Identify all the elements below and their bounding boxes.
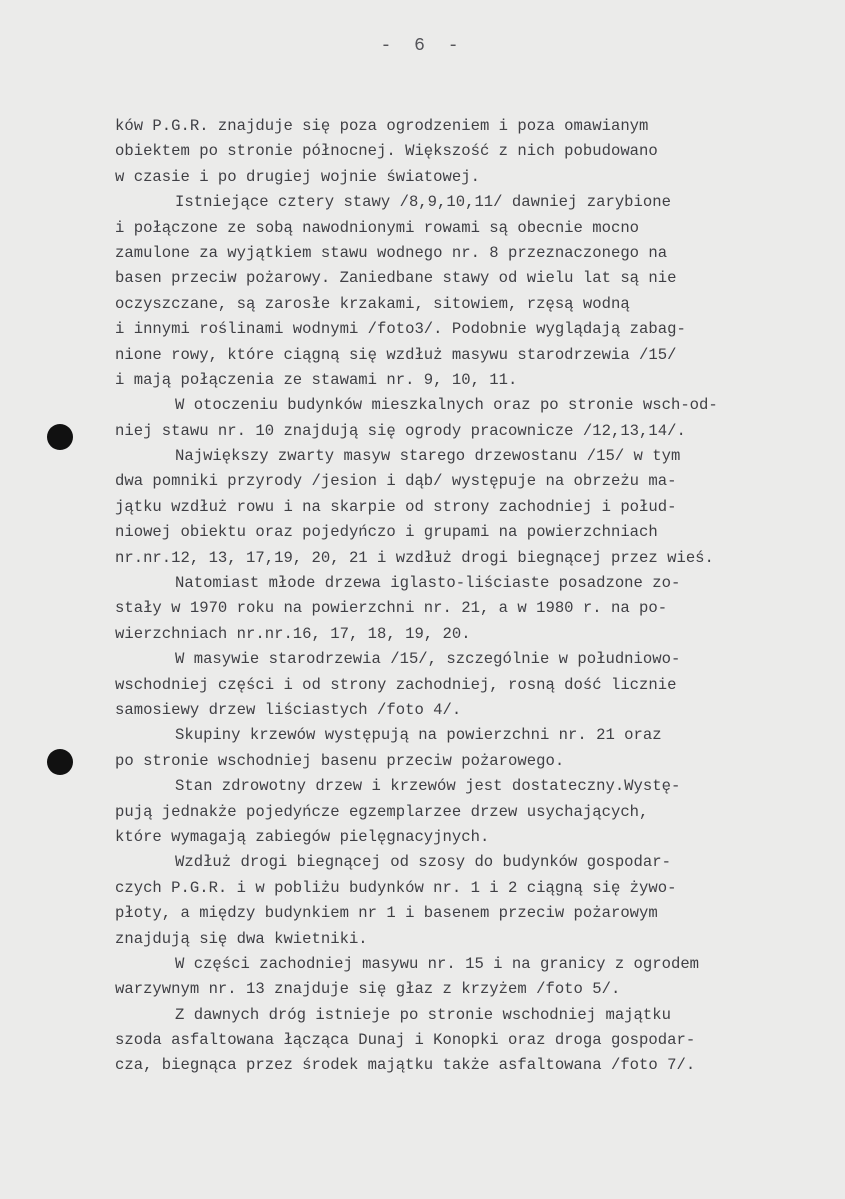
text-line: stały w 1970 roku na powierzchni nr. 21, a w 1980 r. na po- bbox=[115, 599, 668, 618]
text-line: samosiewy drzew liściastych /foto 4/. bbox=[115, 700, 462, 719]
text-line: szoda asfaltowana łącząca Dunaj i Konopki oraz droga gospodar- bbox=[115, 1031, 696, 1050]
text-line: w czasie i po drugiej wojnie światowej. bbox=[115, 167, 480, 186]
text-line: ków P.G.R. znajduje się poza ogrodzeniem i poza omawianym bbox=[115, 117, 649, 135]
text-line: niej stawu nr. 10 znajdują się ogrody pracownicze /12,13,14/. bbox=[115, 421, 686, 440]
text-line: nr.nr.12, 13, 17,19, 20, 21 i wzdłuż drogi biegnącej przez wieś. bbox=[115, 548, 714, 567]
text-line: basen przeciw pożarowy. Zaniedbane stawy od wielu lat są nie bbox=[115, 269, 677, 288]
text-line: po stronie wschodniej basenu przeciw pożarowego. bbox=[115, 751, 565, 770]
text-line: wschodniej części i od strony zachodniej, rosną dość licznie bbox=[115, 675, 677, 694]
binder-hole bbox=[47, 424, 73, 450]
text-line: Natomiast młode drzewa iglasto-liściaste posadzone zo- bbox=[175, 574, 681, 593]
text-line: i innymi roślinami wodnymi /foto3/. Podobnie wyglądają zabag- bbox=[115, 320, 686, 339]
text-line: Istniejące cztery stawy /8,9,10,11/ dawniej zarybione bbox=[175, 193, 671, 212]
text-line: Stan zdrowotny drzew i krzewów jest dostateczny.Wystę- bbox=[175, 777, 681, 796]
text-line: obiektem po stronie północnej. Większość z nich pobudowano bbox=[115, 142, 658, 161]
text-line: czych P.G.R. i w pobliżu budynków nr. 1 i 2 ciągną się żywo- bbox=[115, 878, 677, 897]
text-line: Wzdłuż drogi biegnącej od szosy do budynków gospodar- bbox=[175, 853, 671, 872]
text-line: dwa pomniki przyrody /jesion i dąb/ występuje na obrzeżu ma- bbox=[115, 472, 677, 491]
page-number: - 6 - bbox=[380, 36, 465, 56]
text-line: wierzchniach nr.nr.16, 17, 18, 19, 20. bbox=[115, 624, 471, 643]
body-text bbox=[115, 114, 805, 1079]
text-line: które wymagają zabiegów pielęgnacyjnych. bbox=[115, 827, 490, 846]
text-line: jątku wzdłuż rowu i na skarpie od strony zachodniej i połud- bbox=[115, 497, 677, 516]
text-line: nione rowy, które ciągną się wzdłuż masywu starodrzewia /15/ bbox=[115, 345, 677, 364]
text-line: oczyszczane, są zarosłe krzakami, sitowiem, rzęsą wodną bbox=[115, 294, 630, 313]
text-line: Skupiny krzewów występują na powierzchni nr. 21 oraz bbox=[175, 726, 662, 745]
text-line: W otoczeniu budynków mieszkalnych oraz po stronie wsch-od- bbox=[175, 396, 718, 415]
text-line: płoty, a między budynkiem nr 1 i basenem przeciw pożarowym bbox=[115, 904, 658, 923]
text-line: i mają połączenia ze stawami nr. 9, 10, 11. bbox=[115, 370, 518, 389]
text-line: niowej obiektu oraz pojedyńczo i grupami na powierzchniach bbox=[115, 523, 658, 542]
text-line: W części zachodniej masywu nr. 15 i na granicy z ogrodem bbox=[175, 954, 700, 973]
text-line: i połączone ze sobą nawodnionymi rowami są obecnie mocno bbox=[115, 218, 640, 237]
text-line: znajdują się dwa kwietniki. bbox=[115, 929, 368, 948]
text-line: zamulone za wyjątkiem stawu wodnego nr. 8 przeznaczonego na bbox=[115, 243, 668, 262]
text-line: W masywie starodrzewia /15/, szczególnie w południowo- bbox=[175, 650, 681, 669]
text-line: cza, biegnąca przez środek majątku także asfaltowana /foto 7/. bbox=[115, 1056, 696, 1075]
text-line: warzywnym nr. 13 znajduje się głaz z krzyżem /foto 5/. bbox=[115, 980, 621, 999]
text-line: Z dawnych dróg istnieje po stronie wschodniej majątku bbox=[175, 1005, 671, 1024]
binder-hole bbox=[47, 749, 73, 775]
text-line: Największy zwarty masyw starego drzewostanu /15/ w tym bbox=[175, 447, 681, 466]
text-line: pują jednakże pojedyńcze egzemplarzee drzew usychających, bbox=[115, 802, 649, 821]
